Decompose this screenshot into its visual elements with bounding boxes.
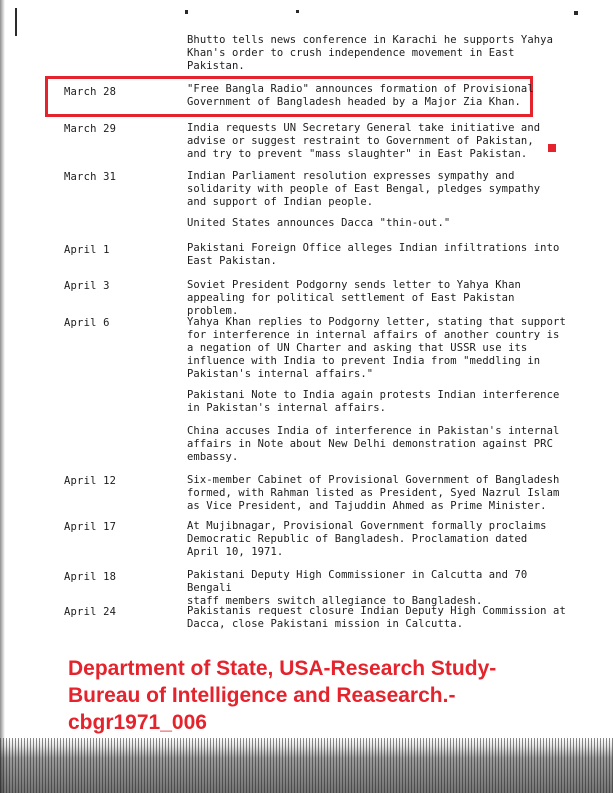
entry-date: April 24	[64, 606, 117, 618]
entry-text: Pakistani Deputy High Commissioner in Calcutta and 70 Bengali staff members switch allegiance to Bangladesh.	[187, 569, 528, 607]
entry-text: Pakistani Note to India again protests Indian interference in Pakistan's internal affairs.	[187, 389, 560, 414]
entry-text: India requests UN Secretary General take initiative and advise or suggest restraint to Government of Pakistan, and try to prevent "mass slaughter" in East Pakistan.	[187, 122, 541, 160]
scan-speck	[15, 8, 17, 36]
entry-date: April 12	[64, 475, 117, 487]
entry-text: China accuses India of interference in Pakistan's internal affairs in Note about New Delhi demonstration against PRC embassy.	[187, 425, 560, 463]
entry-date: April 17	[64, 521, 117, 533]
entry-date: April 3	[64, 280, 110, 292]
entry-text: Pakistani Foreign Office alleges Indian infiltrations into East Pakistan.	[187, 242, 560, 267]
scan-speck	[574, 11, 578, 15]
entry-date: April 18	[64, 571, 117, 583]
entry-text: Pakistanis request closure Indian Deputy High Commission at Dacca, close Pakistani mission in Calcutta.	[187, 605, 566, 630]
entry-text: Six-member Cabinet of Provisional Government of Bangladesh formed, with Rahman listed as President, Syed Nazrul Islam as Vice President, and Tajuddin Ahmed as Prime Minister.	[187, 474, 560, 512]
source-caption: Department of State, USA-Research Study- Bureau of Intelligence and Reasearch.- cbgr1971_006	[68, 657, 497, 734]
entry-text: At Mujibnagar, Provisional Government formally proclaims Democratic Republic of Bangladesh. Proclamation dated April 10, 1971.	[187, 520, 547, 558]
entry-date: April 6	[64, 317, 110, 329]
scan-speck	[185, 10, 188, 14]
entry-text: United States announces Dacca "thin-out."	[187, 217, 451, 229]
scan-speck	[296, 10, 299, 13]
entry-date: March 29	[64, 123, 117, 135]
entry-date: March 31	[64, 171, 117, 183]
entry-text: Yahya Khan replies to Podgorny letter, stating that support for interference in internal affairs of another country is a negation of UN Charter and asking that USSR use its influence with India to prevent India from "meddling in Pakistan's internal affairs."	[187, 316, 566, 380]
scan-bottom-edge	[0, 738, 613, 793]
entry-text: Soviet President Podgorny sends letter to Yahya Khan appealing for political settlement of East Pakistan problem.	[187, 279, 521, 317]
red-marker	[548, 144, 556, 152]
entry-text: Indian Parliament resolution expresses sympathy and solidarity with people of East Bengal, pledges sympathy and support of Indian people.	[187, 170, 541, 208]
scan-left-shadow	[0, 0, 5, 793]
entry-date: April 1	[64, 244, 110, 256]
entry-date: March 28	[64, 86, 117, 98]
entry-text: "Free Bangla Radio" announces formation of Provisional Government of Bangladesh headed by a Major Zia Khan.	[187, 83, 534, 108]
entry-text: Bhutto tells news conference in Karachi he supports Yahya Khan's order to crush independence movement in East Pakistan.	[187, 34, 554, 72]
